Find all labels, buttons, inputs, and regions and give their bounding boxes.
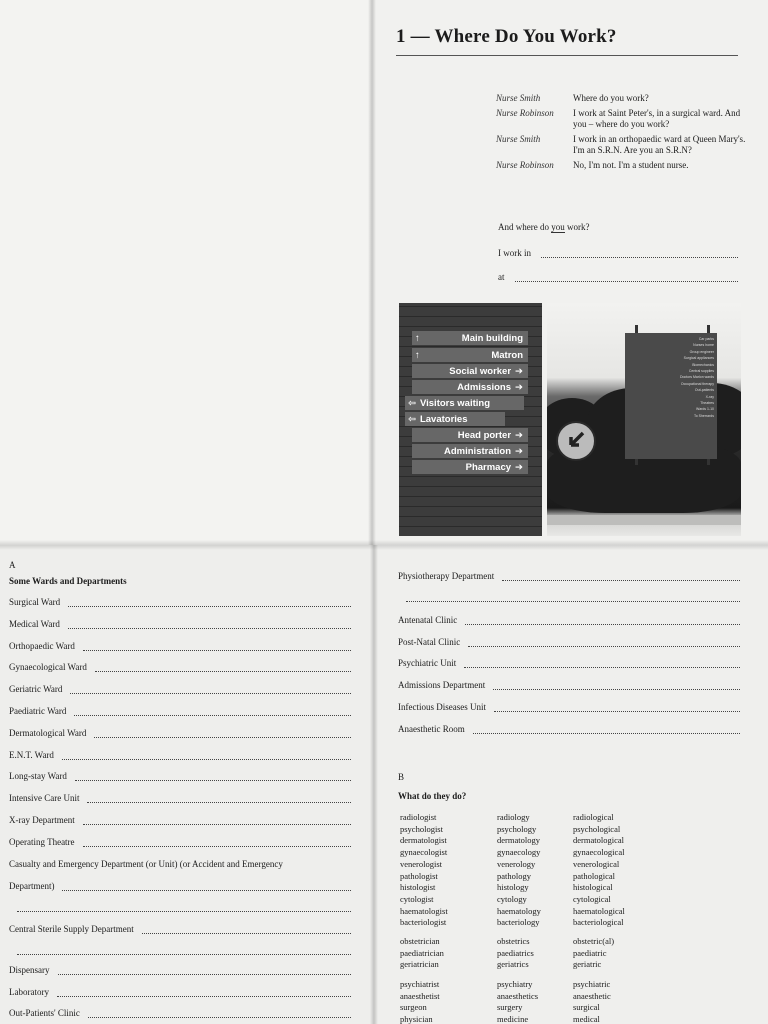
fill-in-blank[interactable] bbox=[62, 751, 351, 760]
word-column-people bbox=[400, 936, 444, 971]
word-entry: pathological bbox=[573, 870, 616, 881]
word-entry: histology bbox=[497, 882, 529, 893]
page-section-a-left bbox=[0, 545, 374, 1024]
ward-name: Anaesthetic Room bbox=[398, 724, 465, 734]
ward-row[interactable] bbox=[9, 706, 351, 716]
direction-sign bbox=[412, 348, 528, 362]
word-entry: geriatrician bbox=[400, 959, 439, 970]
ward-name: Dispensary bbox=[9, 965, 50, 976]
ward-row[interactable] bbox=[9, 987, 351, 997]
sign-label: Head porter bbox=[457, 429, 512, 441]
word-entry: cytological bbox=[573, 893, 611, 904]
speaker-name: Nurse Smith bbox=[496, 134, 541, 144]
ward-name: Paediatric Ward bbox=[9, 706, 67, 716]
word-entry: anaesthetist bbox=[400, 990, 440, 1001]
word-entry: surgery bbox=[497, 1002, 523, 1013]
word-entry: surgical bbox=[573, 1002, 600, 1013]
fill-in-blank[interactable] bbox=[83, 816, 351, 825]
word-column-fields bbox=[497, 936, 534, 971]
word-entry: radiology bbox=[497, 812, 530, 822]
ward-name: Orthopaedic Ward bbox=[9, 640, 75, 651]
page-section-a-b-right bbox=[374, 545, 768, 1024]
word-entry: psychiatry bbox=[497, 979, 533, 989]
word-entry: gynaecologist bbox=[400, 847, 448, 858]
direction-sign bbox=[412, 380, 528, 394]
ward-row[interactable] bbox=[9, 946, 351, 955]
arrow-icon: ↑ bbox=[415, 349, 420, 361]
word-entry: venerological bbox=[573, 858, 620, 869]
arrow-icon: ↑ bbox=[415, 332, 420, 344]
fill-in-blank[interactable] bbox=[62, 882, 351, 891]
direction-sign bbox=[405, 396, 524, 410]
fill-in-blank[interactable] bbox=[502, 572, 740, 581]
fill-in-blank[interactable] bbox=[494, 703, 740, 712]
at-blank[interactable] bbox=[515, 273, 739, 282]
ward-row[interactable] bbox=[398, 615, 740, 625]
fill-in-blank[interactable] bbox=[68, 620, 351, 629]
ward-row[interactable] bbox=[9, 597, 351, 607]
title-rule bbox=[396, 55, 738, 56]
word-entry: histological bbox=[573, 882, 613, 893]
word-entry: pathology bbox=[497, 870, 531, 881]
sign-label: Visitors waiting bbox=[419, 397, 491, 409]
direction-sign bbox=[412, 331, 528, 345]
arrow-icon: ➔ bbox=[515, 381, 523, 393]
sign-label: Social worker bbox=[449, 365, 512, 377]
dialogue-line bbox=[496, 134, 746, 156]
ward-name: Intensive Care Unit bbox=[9, 793, 80, 804]
ward-name: Surgical Ward bbox=[9, 597, 61, 607]
signboard-line: X-ray bbox=[705, 394, 714, 399]
ward-row[interactable] bbox=[9, 965, 351, 975]
direction-sign bbox=[412, 364, 528, 378]
word-entry: psychiatrist bbox=[400, 979, 440, 989]
at-fill-line[interactable] bbox=[498, 272, 738, 282]
fill-in-blank[interactable] bbox=[17, 903, 351, 912]
word-entry: paediatrics bbox=[497, 947, 534, 958]
signboard-line: Theatres bbox=[700, 401, 714, 406]
word-entry: paediatric bbox=[573, 947, 607, 958]
fill-in-blank[interactable] bbox=[493, 681, 740, 690]
word-entry: dermatological bbox=[573, 835, 624, 846]
book-gutter bbox=[368, 0, 376, 545]
fill-in-blank[interactable] bbox=[95, 663, 351, 672]
ward-name: E.N.T. Ward bbox=[9, 749, 54, 760]
direction-sign bbox=[412, 428, 528, 442]
ward-name: Admissions Department bbox=[398, 680, 486, 690]
word-entry: radiologist bbox=[400, 812, 437, 822]
direction-sign bbox=[412, 444, 528, 458]
word-column-people bbox=[400, 979, 440, 1024]
dialogue-line bbox=[496, 108, 746, 130]
road bbox=[547, 515, 741, 525]
word-entry: pathologist bbox=[400, 870, 438, 881]
chapter-title: 1 — Where Do You Work? bbox=[396, 26, 617, 47]
signboard-line: Nurses home bbox=[693, 343, 714, 348]
signboard-line: Occupational therapy bbox=[680, 381, 714, 386]
fill-in-blank[interactable] bbox=[17, 946, 351, 955]
ward-name: Physiotherapy Department bbox=[398, 571, 495, 581]
ward-name: Medical Ward bbox=[9, 618, 60, 629]
ward-row[interactable] bbox=[9, 662, 351, 672]
word-column-fields bbox=[497, 979, 538, 1024]
fill-in-blank[interactable] bbox=[70, 685, 351, 694]
ward-row[interactable] bbox=[9, 771, 351, 781]
word-entry: anaesthetics bbox=[497, 990, 539, 1001]
keep-left-sign bbox=[556, 421, 596, 461]
work-in-fill-line[interactable] bbox=[498, 248, 738, 258]
signboard-line: Group engineer bbox=[689, 349, 714, 354]
ward-row[interactable] bbox=[9, 1008, 351, 1018]
speech-text: No, I'm not. I'm a student nurse. bbox=[573, 160, 689, 170]
section-a-title: Some Wards and Departments bbox=[9, 576, 127, 586]
arrow-icon: ⇦ bbox=[408, 413, 416, 425]
direction-sign bbox=[405, 412, 505, 426]
arrow-icon: ➔ bbox=[515, 365, 523, 377]
fill-in-blank[interactable] bbox=[87, 794, 351, 803]
section-b-letter: B bbox=[398, 772, 405, 782]
ward-name: Operating Theatre bbox=[9, 836, 75, 847]
signboard-line: Wards 1-10 bbox=[696, 407, 714, 412]
ward-row[interactable] bbox=[9, 619, 351, 629]
word-entry: medicine bbox=[497, 1014, 529, 1024]
fill-in-blank[interactable] bbox=[75, 772, 351, 781]
ward-row[interactable] bbox=[9, 815, 351, 825]
fill-in-blank[interactable] bbox=[406, 593, 740, 602]
signboard-line: Central supplies bbox=[688, 369, 714, 374]
signboard-line: Doctors Marlon wards bbox=[679, 375, 714, 380]
speaker-name: Nurse Robinson bbox=[496, 160, 554, 170]
casualty-department-line: Casualty and Emergency Department (or Unit) (or Accident and Emergency bbox=[9, 858, 283, 869]
word-column-adjectives bbox=[573, 936, 614, 971]
word-entry: bacteriologist bbox=[400, 917, 447, 928]
word-entry: haematological bbox=[573, 905, 625, 916]
fill-in-blank[interactable] bbox=[83, 642, 351, 651]
signboard-line: Surgical appliances bbox=[683, 356, 714, 361]
ward-name: Department) bbox=[9, 881, 55, 892]
ward-row[interactable] bbox=[398, 593, 740, 602]
fill-in-blank[interactable] bbox=[58, 966, 352, 975]
fill-in-blank[interactable] bbox=[465, 616, 740, 625]
word-entry: obstetric(al) bbox=[573, 936, 615, 946]
fill-in-blank[interactable] bbox=[57, 988, 351, 997]
word-column-fields bbox=[497, 812, 541, 929]
ward-row[interactable] bbox=[9, 750, 351, 760]
ward-name: Infectious Diseases Unit bbox=[398, 702, 486, 712]
word-entry: histologist bbox=[400, 882, 436, 893]
fill-in-blank[interactable] bbox=[74, 707, 351, 716]
fill-in-blank[interactable] bbox=[68, 598, 351, 607]
sign-label: Matron bbox=[491, 349, 523, 361]
question-emphasis-you: you bbox=[551, 222, 565, 232]
ward-name: Psychiatric Unit bbox=[398, 658, 457, 668]
speaker-name: Nurse Robinson bbox=[496, 108, 554, 118]
ward-name: Out-Patients' Clinic bbox=[9, 1008, 80, 1019]
fill-in-blank[interactable] bbox=[142, 925, 351, 934]
word-entry: geriatric bbox=[573, 959, 602, 970]
word-entry: psychiatric bbox=[573, 979, 611, 989]
signboard-line: Biomechanics bbox=[692, 362, 714, 367]
ward-row[interactable] bbox=[9, 728, 351, 738]
ward-row[interactable] bbox=[9, 684, 351, 694]
section-b-title: What do they do? bbox=[398, 791, 467, 801]
ward-row[interactable] bbox=[9, 641, 351, 651]
sign-label: Lavatories bbox=[419, 413, 468, 425]
arrow-icon: ➔ bbox=[515, 429, 523, 441]
word-entry: venerologist bbox=[400, 858, 443, 869]
ward-row[interactable] bbox=[9, 881, 351, 891]
ward-row[interactable] bbox=[398, 571, 740, 581]
ward-name: Post-Natal Clinic bbox=[398, 637, 461, 647]
word-entry: paediatrician bbox=[400, 947, 444, 958]
speech-text: Where do you work? bbox=[573, 93, 649, 103]
word-entry: haematology bbox=[497, 905, 541, 916]
word-column-adjectives bbox=[573, 812, 625, 929]
word-entry: psychological bbox=[573, 823, 621, 834]
ward-name: Dermatological Ward bbox=[9, 727, 87, 738]
fill-in-blank[interactable] bbox=[464, 659, 740, 668]
signboard-line: Out-patients bbox=[694, 388, 714, 393]
fill-in-blank[interactable] bbox=[88, 1009, 351, 1018]
arrow-icon: ➔ bbox=[515, 445, 523, 457]
sign-label: Admissions bbox=[457, 381, 512, 393]
question-text-start: And where do bbox=[498, 222, 549, 232]
work-in-blank[interactable] bbox=[541, 249, 738, 258]
word-entry: bacteriological bbox=[573, 917, 624, 928]
word-entry: bacteriology bbox=[497, 917, 540, 928]
dialogue-line bbox=[496, 160, 746, 171]
word-entry: physician bbox=[400, 1014, 433, 1024]
work-in-label: I work in bbox=[498, 248, 531, 258]
word-entry: venerology bbox=[497, 858, 536, 869]
question-where-do-you-work bbox=[498, 222, 590, 232]
direction-signs-photo bbox=[399, 303, 542, 536]
book-gutter bbox=[370, 545, 378, 1024]
ward-row[interactable] bbox=[398, 680, 740, 690]
direction-sign bbox=[412, 460, 528, 474]
word-entry: dermatologist bbox=[400, 835, 447, 846]
word-entry: haematologist bbox=[400, 905, 448, 916]
arrow-down-left-icon bbox=[558, 423, 594, 459]
dialogue bbox=[496, 93, 746, 175]
ward-name: Laboratory bbox=[9, 986, 49, 997]
question-text-end: work? bbox=[567, 222, 590, 232]
fill-in-blank[interactable] bbox=[468, 638, 740, 647]
signboard bbox=[625, 333, 717, 459]
word-entry: surgeon bbox=[400, 1002, 427, 1013]
page-seam bbox=[0, 540, 768, 550]
word-entry: cytologist bbox=[400, 893, 434, 904]
word-entry: anaesthetic bbox=[573, 990, 611, 1001]
arrow-icon: ⇦ bbox=[408, 397, 416, 409]
ward-row[interactable] bbox=[9, 903, 351, 912]
ward-row[interactable] bbox=[9, 837, 351, 847]
word-entry: obstetrics bbox=[497, 936, 530, 946]
word-entry: radiological bbox=[573, 812, 614, 822]
word-entry: psychology bbox=[497, 823, 537, 834]
ward-row[interactable] bbox=[398, 702, 740, 712]
signboard-line: Car parks bbox=[698, 337, 714, 341]
ward-row[interactable] bbox=[9, 924, 351, 934]
ward-name: Gynaecological Ward bbox=[9, 662, 87, 673]
sign-label: Main building bbox=[461, 332, 523, 344]
signboard-text bbox=[628, 336, 714, 419]
ward-name: Long-stay Ward bbox=[9, 771, 67, 782]
ward-name: Antenatal Clinic bbox=[398, 615, 458, 625]
ward-row[interactable] bbox=[9, 793, 351, 803]
word-column-adjectives bbox=[573, 979, 611, 1024]
sign-label: Pharmacy bbox=[465, 461, 512, 473]
word-entry: psychologist bbox=[400, 823, 443, 834]
fill-in-blank[interactable] bbox=[94, 729, 351, 738]
sign-label: Administration bbox=[444, 445, 512, 457]
speech-text: I work at Saint Peter's, in a surgical ward. And you – where do you work? bbox=[573, 108, 741, 129]
word-entry: gynaecological bbox=[573, 847, 625, 858]
word-entry: gynaecology bbox=[497, 847, 541, 858]
section-a-letter: A bbox=[9, 560, 16, 570]
dialogue-line bbox=[496, 93, 746, 104]
word-entry: geriatrics bbox=[497, 959, 529, 970]
ward-row[interactable] bbox=[398, 658, 740, 668]
word-column-people bbox=[400, 812, 448, 929]
word-entry: obstetrician bbox=[400, 936, 440, 946]
word-entry: medical bbox=[573, 1014, 600, 1024]
word-entry: cytology bbox=[497, 893, 527, 904]
fill-in-blank[interactable] bbox=[83, 838, 351, 847]
ward-row[interactable] bbox=[398, 637, 740, 647]
at-label: at bbox=[498, 272, 505, 282]
word-entry: dermatology bbox=[497, 835, 540, 846]
ward-name: Geriatric Ward bbox=[9, 684, 63, 695]
arrow-icon: ➔ bbox=[515, 461, 523, 473]
page-chapter-1 bbox=[372, 0, 768, 545]
fill-in-blank[interactable] bbox=[473, 725, 740, 734]
speaker-name: Nurse Smith bbox=[496, 93, 541, 103]
ward-name: X-ray Department bbox=[9, 815, 75, 825]
ward-row[interactable] bbox=[398, 724, 740, 734]
signboard-line: To Sherrards bbox=[693, 413, 714, 418]
ward-name: Central Sterile Supply Department bbox=[9, 924, 134, 935]
hospital-signboard-photo bbox=[547, 303, 741, 536]
speech-text: I work in an orthopaedic ward at Queen Mary's. I'm an S.R.N. Are you an S.R.N? bbox=[573, 134, 746, 155]
blank-page-top-left bbox=[0, 0, 372, 545]
